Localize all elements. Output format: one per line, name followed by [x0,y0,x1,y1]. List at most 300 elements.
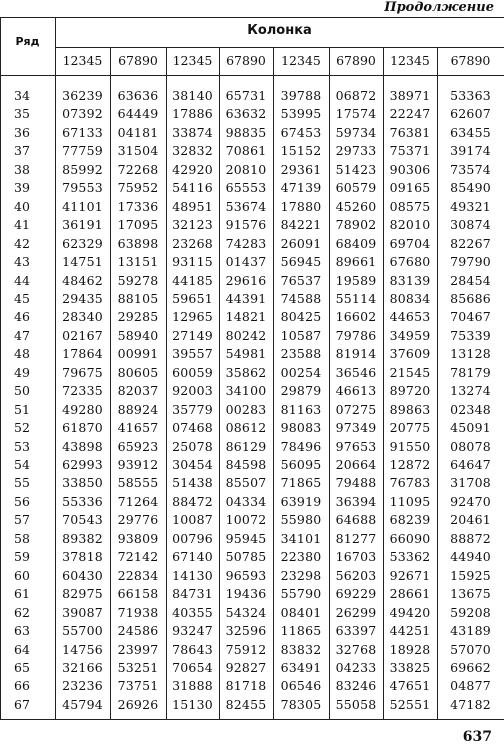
row-header: Ряд [15,35,40,48]
column-header: 12345 [62,53,103,68]
table-cell: 20775 [389,420,431,436]
table-cell: 43189 [450,623,491,639]
table-cell: 91576 [225,217,267,233]
table-cell: 49420 [389,604,431,620]
row-number: 63 [14,623,30,639]
table-cell: 97653 [335,438,377,454]
row-number: 49 [14,364,30,380]
page-number: 637 [462,729,492,745]
table-cell: 73574 [450,161,491,177]
table-cell: 07275 [335,401,377,417]
table-cell: 47139 [280,180,322,196]
table-cell: 60430 [62,567,103,583]
table-cell: 82975 [62,586,103,602]
table-cell: 53674 [225,198,267,214]
table-cell: 70654 [172,659,213,675]
table-cell: 88105 [117,290,159,306]
table-cell: 10087 [172,512,213,528]
random-numbers-table [0,17,504,719]
row-number: 59 [14,549,30,565]
table-cell: 17574 [335,106,377,122]
table-cell: 57070 [450,641,491,657]
table-cell: 85507 [225,475,267,491]
table-cell: 30874 [450,217,491,233]
table-cell: 69704 [389,235,431,251]
table-cell: 93912 [117,457,159,472]
table-cell: 10072 [225,512,267,528]
table-cell: 29733 [335,143,377,159]
table-cell: 98835 [225,124,267,140]
table-cell: 67680 [389,254,431,270]
table-cell: 06546 [280,678,322,694]
table-cell: 31888 [172,678,213,694]
table-cell: 55980 [280,512,322,528]
table-cell: 63397 [335,623,377,639]
column-header: 12345 [172,53,213,68]
row-number: 51 [14,401,30,417]
table-cell: 21545 [389,364,431,380]
table-cell: 59734 [335,124,377,140]
table-cell: 04233 [335,659,377,675]
column-group-header: Колонка [247,23,312,38]
table-cell: 13274 [450,383,491,399]
table-cell: 22380 [280,549,322,565]
table-cell: 92003 [172,383,213,399]
row-number: 54 [14,457,30,472]
table-cell: 43898 [62,438,103,454]
table-cell: 92671 [389,567,431,583]
table-cell: 42920 [172,161,213,177]
table-cell: 81914 [335,346,377,362]
table-cell: 93809 [117,530,159,546]
row-number: 55 [14,475,30,491]
table-cell: 44391 [225,290,267,306]
table-cell: 29285 [117,309,159,325]
table-cell: 56095 [280,457,322,472]
table-cell: 78496 [280,438,322,454]
table-cell: 56203 [335,567,377,583]
column-header-divider [0,75,504,76]
table-cell: 78305 [280,696,322,712]
table-cell: 95945 [225,530,267,546]
table-cell: 36394 [335,493,377,509]
table-cell: 44185 [172,272,213,288]
table-cell: 70467 [450,309,491,325]
table-cell: 71865 [280,475,322,491]
table-cell: 17880 [280,198,322,214]
table-cell: 55114 [335,290,377,306]
table-cell: 08401 [280,604,322,620]
table-cell: 67133 [62,124,103,140]
table-cell: 17886 [172,106,213,122]
table-cell: 38971 [389,88,431,103]
table-cell: 64449 [117,106,159,122]
table-cell: 07392 [62,106,103,122]
row-number: 47 [14,327,30,343]
table-cell: 55336 [62,493,103,509]
table-cell: 06872 [335,88,377,103]
table-cell: 53363 [450,88,491,103]
table-cell: 71938 [117,604,159,620]
table-cell: 39788 [280,88,322,103]
table-cell: 30454 [172,457,213,472]
row-number: 42 [14,235,30,251]
table-cell: 33850 [62,475,103,491]
table-cell: 04334 [225,493,267,509]
table-cell: 39087 [62,604,103,620]
table-cell: 54324 [225,604,267,620]
table-cell: 67140 [172,549,213,565]
table-cell: 34100 [225,383,267,399]
table-cell: 23588 [280,346,322,362]
table-cell: 28661 [389,586,431,602]
table-cell: 29361 [280,161,322,177]
row-number: 57 [14,512,30,528]
table-cell: 26926 [117,696,159,712]
table-cell: 88472 [172,493,213,509]
table-cell: 84221 [280,217,322,233]
table-cell: 79790 [450,254,491,270]
table-cell: 60579 [335,180,377,196]
table-cell: 16602 [335,309,377,325]
table-cell: 16703 [335,549,377,565]
table-cell: 26299 [335,604,377,620]
table-cell: 33825 [389,659,431,675]
table-cell: 20461 [450,512,491,528]
table-cell: 39557 [172,346,213,362]
table-cell: 89863 [389,401,431,417]
table-cell: 13675 [450,586,491,602]
continued-label: Продолжение [384,0,494,15]
table-cell: 31708 [450,475,491,491]
table-cell: 35779 [172,401,213,417]
table-cell: 41101 [62,198,103,214]
table-cell: 51438 [172,475,213,491]
table-cell: 41657 [117,420,159,436]
table-cell: 47651 [389,678,431,694]
table-cell: 34959 [389,327,431,343]
row-number: 36 [14,124,30,140]
table-cell: 20664 [335,457,377,472]
table-cell: 80834 [389,290,431,306]
table-cell: 76537 [280,272,322,288]
table-cell: 15152 [280,143,322,159]
table-cell: 82455 [225,696,267,712]
table-cell: 89720 [389,383,431,399]
table-cell: 92470 [450,493,491,509]
table-cell: 01437 [225,254,267,270]
row-number: 58 [14,530,30,546]
table-cell: 60059 [172,364,213,380]
table-cell: 02348 [450,401,491,417]
row-number: 45 [14,290,30,306]
table-cell: 82037 [117,383,159,399]
table-cell: 29879 [280,383,322,399]
table-cell: 52551 [389,696,431,712]
table-cell: 53995 [280,106,322,122]
table-cell: 32832 [172,143,213,159]
table-cell: 62607 [450,106,491,122]
table-cell: 79675 [62,364,103,380]
table-cell: 23236 [62,678,103,694]
table-cell: 44653 [389,309,431,325]
table-cell: 54981 [225,346,267,362]
table-cell: 78643 [172,641,213,657]
table-cell: 90306 [389,161,431,177]
table-cell: 46613 [335,383,377,399]
table-cell: 63632 [225,106,267,122]
table-cell: 38140 [172,88,213,103]
table-cell: 04877 [450,678,491,694]
table-cell: 92827 [225,659,267,675]
column-header: 67890 [226,53,266,68]
table-cell: 72335 [62,383,103,399]
table-cell: 07468 [172,420,213,436]
table-cell: 28454 [450,272,491,288]
table-cell: 58555 [117,475,159,491]
table-cell: 77759 [62,143,103,159]
row-number: 67 [14,696,30,712]
table-cell: 80242 [225,327,267,343]
table-cell: 17864 [62,346,103,362]
row-number: 65 [14,659,30,675]
row-number: 64 [14,641,30,657]
table-cell: 76381 [389,124,431,140]
table-cell: 97349 [335,420,377,436]
table-cell: 20810 [225,161,267,177]
table-cell: 85490 [450,180,491,196]
table-cell: 29616 [225,272,267,288]
table-cell: 59651 [172,290,213,306]
row-number: 62 [14,604,30,620]
table-cell: 22247 [389,106,431,122]
column-header: 67890 [336,53,376,68]
table-cell: 08575 [389,198,431,214]
table-cell: 88924 [117,401,159,417]
table-cell: 89382 [62,530,103,546]
table-cell: 44251 [389,623,431,639]
table-cell: 89661 [335,254,377,270]
table-cell: 00796 [172,530,213,546]
table-cell: 62329 [62,235,103,251]
table-cell: 63455 [450,124,491,140]
table-cell: 27149 [172,327,213,343]
row-number: 35 [14,106,30,122]
table-cell: 37609 [389,346,431,362]
table-cell: 75912 [225,641,267,657]
table-cell: 40355 [172,604,213,620]
column-header: 12345 [281,53,321,68]
table-cell: 50785 [225,549,267,565]
table-left-border [0,17,1,719]
table-cell: 45091 [450,420,491,436]
table-top-border [0,17,504,18]
table-cell: 23268 [172,235,213,251]
table-cell: 63919 [280,493,322,509]
table-cell: 23298 [280,567,322,583]
table-cell: 14751 [62,254,103,270]
table-cell: 14130 [172,567,213,583]
table-cell: 63898 [117,235,159,251]
row-number: 39 [14,180,30,196]
table-cell: 32123 [172,217,213,233]
table-cell: 73751 [117,678,159,694]
table-cell: 32768 [335,641,377,657]
row-number: 37 [14,143,30,159]
table-cell: 78902 [335,217,377,233]
table-cell: 93115 [172,254,213,270]
table-cell: 59208 [450,604,491,620]
column-header: 12345 [390,53,430,68]
table-cell: 56945 [280,254,322,270]
table-cell: 79488 [335,475,377,491]
row-number: 41 [14,217,30,233]
table-cell: 22834 [117,567,159,583]
row-number: 34 [14,88,30,103]
table-cell: 18928 [389,641,431,657]
table-cell: 29776 [117,512,159,528]
table-cell: 53362 [389,549,431,565]
table-cell: 11865 [280,623,322,639]
table-cell: 49280 [62,401,103,417]
table-cell: 33874 [172,124,213,140]
table-cell: 45794 [62,696,103,712]
table-cell: 65923 [117,438,159,454]
table-cell: 36191 [62,217,103,233]
table-cell: 98083 [280,420,322,436]
table-cell: 78179 [450,364,491,380]
table-cell: 76783 [389,475,431,491]
table-cell: 32166 [62,659,103,675]
column-header: 67890 [450,53,491,68]
table-cell: 69229 [335,586,377,602]
table-cell: 39174 [450,143,491,159]
table-cell: 75339 [450,327,491,343]
table-cell: 17336 [117,198,159,214]
row-number: 43 [14,254,30,270]
table-cell: 49321 [450,198,491,214]
table-cell: 68239 [389,512,431,528]
table-cell: 81718 [225,678,267,694]
table-cell: 88872 [450,530,491,546]
table-cell: 70543 [62,512,103,528]
table-cell: 44940 [450,549,491,565]
table-cell: 35862 [225,364,267,380]
table-cell: 81277 [335,530,377,546]
table-cell: 96593 [225,567,267,583]
table-cell: 66090 [389,530,431,546]
row-number: 48 [14,346,30,362]
table-cell: 25078 [172,438,213,454]
table-cell: 37818 [62,549,103,565]
table-cell: 24586 [117,623,159,639]
table-cell: 72142 [117,549,159,565]
table-cell: 72268 [117,161,159,177]
table-cell: 74588 [280,290,322,306]
table-cell: 02167 [62,327,103,343]
table-cell: 55700 [62,623,103,639]
row-number: 50 [14,383,30,399]
row-number: 60 [14,567,30,583]
table-cell: 13128 [450,346,491,362]
table-cell: 75952 [117,180,159,196]
column-header: 67890 [118,53,158,68]
table-cell: 29435 [62,290,103,306]
table-cell: 54116 [172,180,213,196]
table-cell: 59278 [117,272,159,288]
table-cell: 93247 [172,623,213,639]
table-cell: 10587 [280,327,322,343]
table-cell: 86129 [225,438,267,454]
table-cell: 64647 [450,457,491,472]
table-cell: 82010 [389,217,431,233]
table-cell: 13151 [117,254,159,270]
table-cell: 68409 [335,235,377,251]
table-cell: 00254 [280,364,322,380]
table-cell: 83246 [335,678,377,694]
row-number: 52 [14,420,30,436]
table-cell: 83832 [280,641,322,657]
table-cell: 19436 [225,586,267,602]
table-cell: 84598 [225,457,267,472]
table-cell: 80605 [117,364,159,380]
table-cell: 04181 [117,124,159,140]
table-cell: 36546 [335,364,377,380]
table-cell: 15925 [450,567,491,583]
table-cell: 55790 [280,586,322,602]
table-cell: 84731 [172,586,213,602]
table-cell: 63636 [117,88,159,103]
table-cell: 91550 [389,438,431,454]
table-cell: 45260 [335,198,377,214]
table-cell: 61870 [62,420,103,436]
table-cell: 83139 [389,272,431,288]
table-cell: 09165 [389,180,431,196]
table-cell: 32596 [225,623,267,639]
table-bottom-border [0,719,504,720]
table-cell: 65731 [225,88,267,103]
table-cell: 12872 [389,457,431,472]
table-cell: 34101 [280,530,322,546]
row-number: 66 [14,678,30,694]
table-cell: 12965 [172,309,213,325]
table-cell: 48951 [172,198,213,214]
row-number: 61 [14,586,30,602]
table-cell: 75371 [389,143,431,159]
table-cell: 67453 [280,124,322,140]
table-cell: 17095 [117,217,159,233]
table-cell: 36239 [62,88,103,103]
table-cell: 65553 [225,180,267,196]
table-cell: 53251 [117,659,159,675]
row-number: 40 [14,198,30,214]
table-cell: 62993 [62,457,103,472]
table-cell: 64688 [335,512,377,528]
table-cell: 00991 [117,346,159,362]
table-cell: 08612 [225,420,267,436]
table-cell: 85686 [450,290,491,306]
table-cell: 55058 [335,696,377,712]
table-cell: 47182 [450,696,491,712]
table-cell: 14756 [62,641,103,657]
table-cell: 15130 [172,696,213,712]
table-cell: 66158 [117,586,159,602]
table-cell: 14821 [225,309,267,325]
table-cell: 74283 [225,235,267,251]
table-cell: 23997 [117,641,159,657]
table-cell: 00283 [225,401,267,417]
table-cell: 79553 [62,180,103,196]
